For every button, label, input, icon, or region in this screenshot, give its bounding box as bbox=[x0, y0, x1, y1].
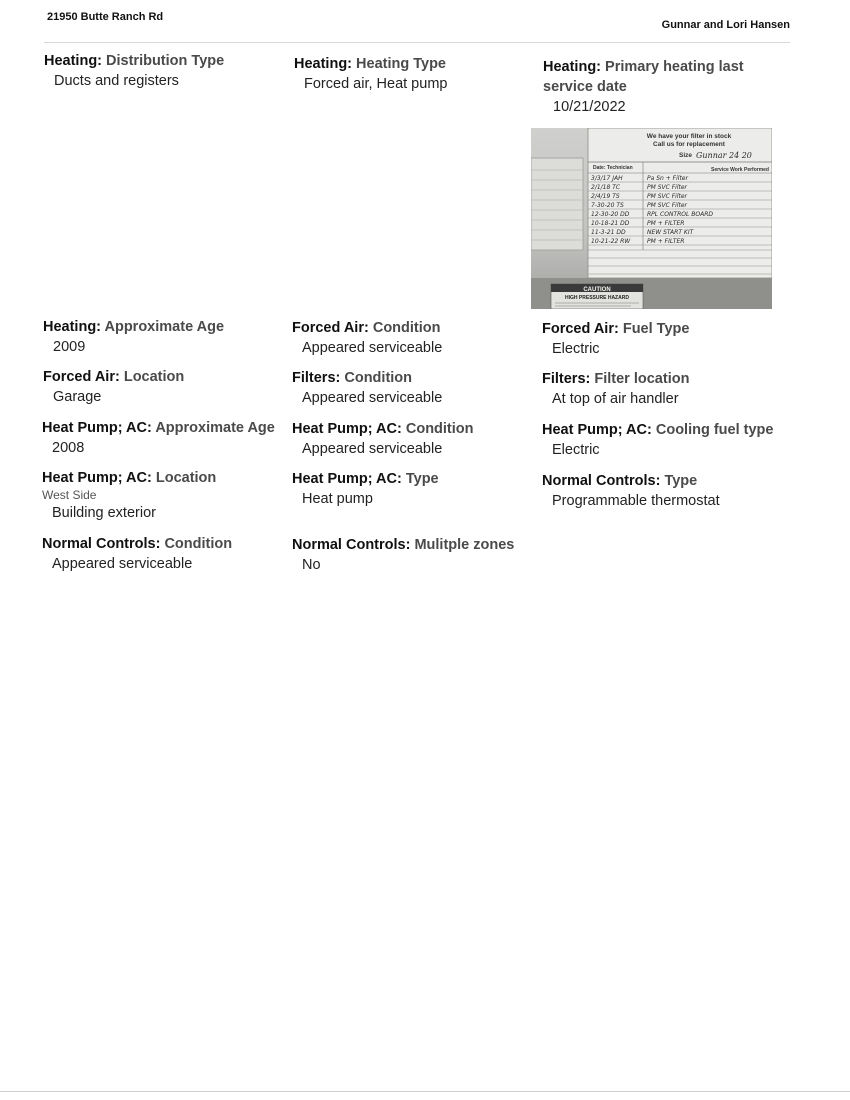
item-field: Condition bbox=[372, 320, 441, 336]
item-section: Heating: bbox=[43, 319, 101, 335]
log-row-work: PM + FILTER bbox=[647, 238, 685, 245]
log-row-work: PM SVC Filter bbox=[647, 184, 688, 191]
item-value: Appeared serviceable bbox=[302, 340, 443, 356]
item-value: 10/21/2022 bbox=[553, 99, 626, 115]
log-row-work: PM SVC Filter bbox=[647, 202, 688, 209]
item-section: Normal Controls: bbox=[542, 473, 661, 489]
item-normal-controls-condition bbox=[42, 534, 287, 574]
log-row-date: 7-30-20 TS bbox=[591, 202, 624, 209]
item-section: Heat Pump; AC: bbox=[292, 471, 402, 487]
item-primary-heating-service-date bbox=[543, 57, 783, 117]
log-row-date: 10-18-21 DD bbox=[591, 220, 630, 227]
log-row-date: 2/1/18 TC bbox=[591, 184, 621, 191]
item-section: Filters: bbox=[542, 371, 591, 387]
item-section: Heating: bbox=[543, 59, 601, 75]
item-filters-filter-location bbox=[542, 369, 787, 409]
item-field: Fuel Type bbox=[622, 321, 690, 337]
header-divider bbox=[44, 42, 790, 43]
item-value: Forced air, Heat pump bbox=[304, 76, 448, 92]
item-heat-pump-location bbox=[42, 468, 287, 523]
item-field: Condition bbox=[344, 370, 413, 386]
item-section: Heat Pump; AC: bbox=[542, 422, 652, 438]
item-heat-pump-type bbox=[292, 469, 537, 509]
log-row-work: PM SVC Filter bbox=[647, 193, 688, 200]
stock-line-1: We have your filter in stock bbox=[646, 133, 732, 140]
item-field: Approximate Age bbox=[104, 319, 225, 335]
filter-size-value: Gunnar 24 20 bbox=[696, 151, 752, 160]
item-heating-distribution-type bbox=[44, 51, 289, 91]
log-column-service: Service Work Performed bbox=[711, 167, 769, 173]
item-heating-type bbox=[294, 54, 539, 94]
item-filters-condition bbox=[292, 368, 537, 408]
item-value: Building exterior bbox=[52, 505, 156, 521]
log-row-date: 11-3-21 DD bbox=[591, 229, 626, 236]
item-section: Heating: bbox=[44, 53, 102, 69]
item-field: Location bbox=[123, 369, 185, 385]
item-heat-pump-condition bbox=[292, 419, 537, 459]
log-column-date: Date: Technician bbox=[593, 165, 633, 171]
item-field: Mulitple zones bbox=[414, 537, 515, 553]
item-section: Forced Air: bbox=[542, 321, 619, 337]
item-section: Heating: bbox=[294, 56, 352, 72]
item-value: Ducts and registers bbox=[54, 73, 179, 89]
item-field: Type bbox=[405, 471, 439, 487]
item-section: Forced Air: bbox=[292, 320, 369, 336]
item-value: At top of air handler bbox=[552, 391, 679, 407]
item-field: Type bbox=[664, 473, 698, 489]
property-address: 21950 Butte Ranch Rd bbox=[47, 11, 164, 23]
item-section: Heat Pump; AC: bbox=[292, 421, 402, 437]
item-section: Forced Air: bbox=[43, 369, 120, 385]
caution-label: CAUTION bbox=[583, 287, 611, 293]
item-value: No bbox=[302, 557, 321, 573]
log-row-date: 2/4/19 TS bbox=[591, 193, 620, 200]
item-field: Distribution Type bbox=[106, 53, 225, 69]
log-row-date: 12-30-20 DD bbox=[591, 211, 630, 218]
client-name: Gunnar and Lori Hansen bbox=[661, 19, 790, 31]
item-field: Location bbox=[155, 470, 217, 486]
item-heating-approximate-age bbox=[43, 317, 288, 357]
item-section: Filters: bbox=[292, 370, 341, 386]
log-row-work: RPL CONTROL BOARD bbox=[647, 211, 713, 218]
filter-size-label: Size bbox=[679, 152, 693, 159]
item-field: Heating Type bbox=[356, 56, 446, 72]
item-value: Programmable thermostat bbox=[552, 493, 720, 509]
service-log-photo bbox=[531, 128, 772, 309]
footer-divider bbox=[0, 1091, 850, 1092]
item-value: Garage bbox=[53, 389, 102, 405]
item-section: Heat Pump; AC: bbox=[42, 420, 152, 436]
log-row-work: NEW START KIT bbox=[647, 229, 694, 236]
stock-line-2: Call us for replacement bbox=[653, 141, 725, 148]
item-value: Electric bbox=[552, 341, 600, 357]
item-value: Electric bbox=[552, 442, 600, 458]
item-note: West Side bbox=[42, 488, 97, 502]
item-section: Heat Pump; AC: bbox=[42, 470, 152, 486]
item-value: Appeared serviceable bbox=[302, 390, 443, 406]
item-field: Primary heating last service date bbox=[543, 59, 744, 95]
item-heat-pump-cooling-fuel-type bbox=[542, 420, 802, 460]
item-value: Appeared serviceable bbox=[302, 441, 443, 457]
item-field: Approximate Age bbox=[155, 420, 275, 436]
item-forced-air-fuel-type bbox=[542, 319, 787, 359]
item-section: Normal Controls: bbox=[292, 537, 411, 553]
hazard-label: HIGH PRESSURE HAZARD bbox=[565, 295, 629, 301]
item-value: 2008 bbox=[52, 440, 85, 456]
item-field: Cooling fuel type bbox=[655, 422, 774, 438]
service-log-image bbox=[531, 128, 772, 309]
log-row-date: 3/3/17 JAH bbox=[591, 175, 623, 182]
item-field: Filter location bbox=[594, 371, 690, 387]
item-forced-air-condition bbox=[292, 318, 537, 358]
item-normal-controls-type bbox=[542, 471, 787, 511]
log-row-work: Pa Sn + Filter bbox=[647, 175, 688, 182]
item-value: Heat pump bbox=[302, 491, 373, 507]
item-value: Appeared serviceable bbox=[52, 556, 193, 572]
log-row-work: PM + FILTER bbox=[647, 220, 685, 227]
item-field: Condition bbox=[405, 421, 474, 437]
item-value: 2009 bbox=[53, 339, 86, 355]
log-row-date: 10-21-22 RW bbox=[591, 238, 631, 245]
item-section: Normal Controls: bbox=[42, 536, 161, 552]
item-forced-air-location bbox=[43, 367, 288, 407]
item-normal-controls-multiple-zones bbox=[292, 535, 552, 575]
item-heat-pump-approximate-age bbox=[42, 418, 287, 458]
item-field: Condition bbox=[164, 536, 233, 552]
